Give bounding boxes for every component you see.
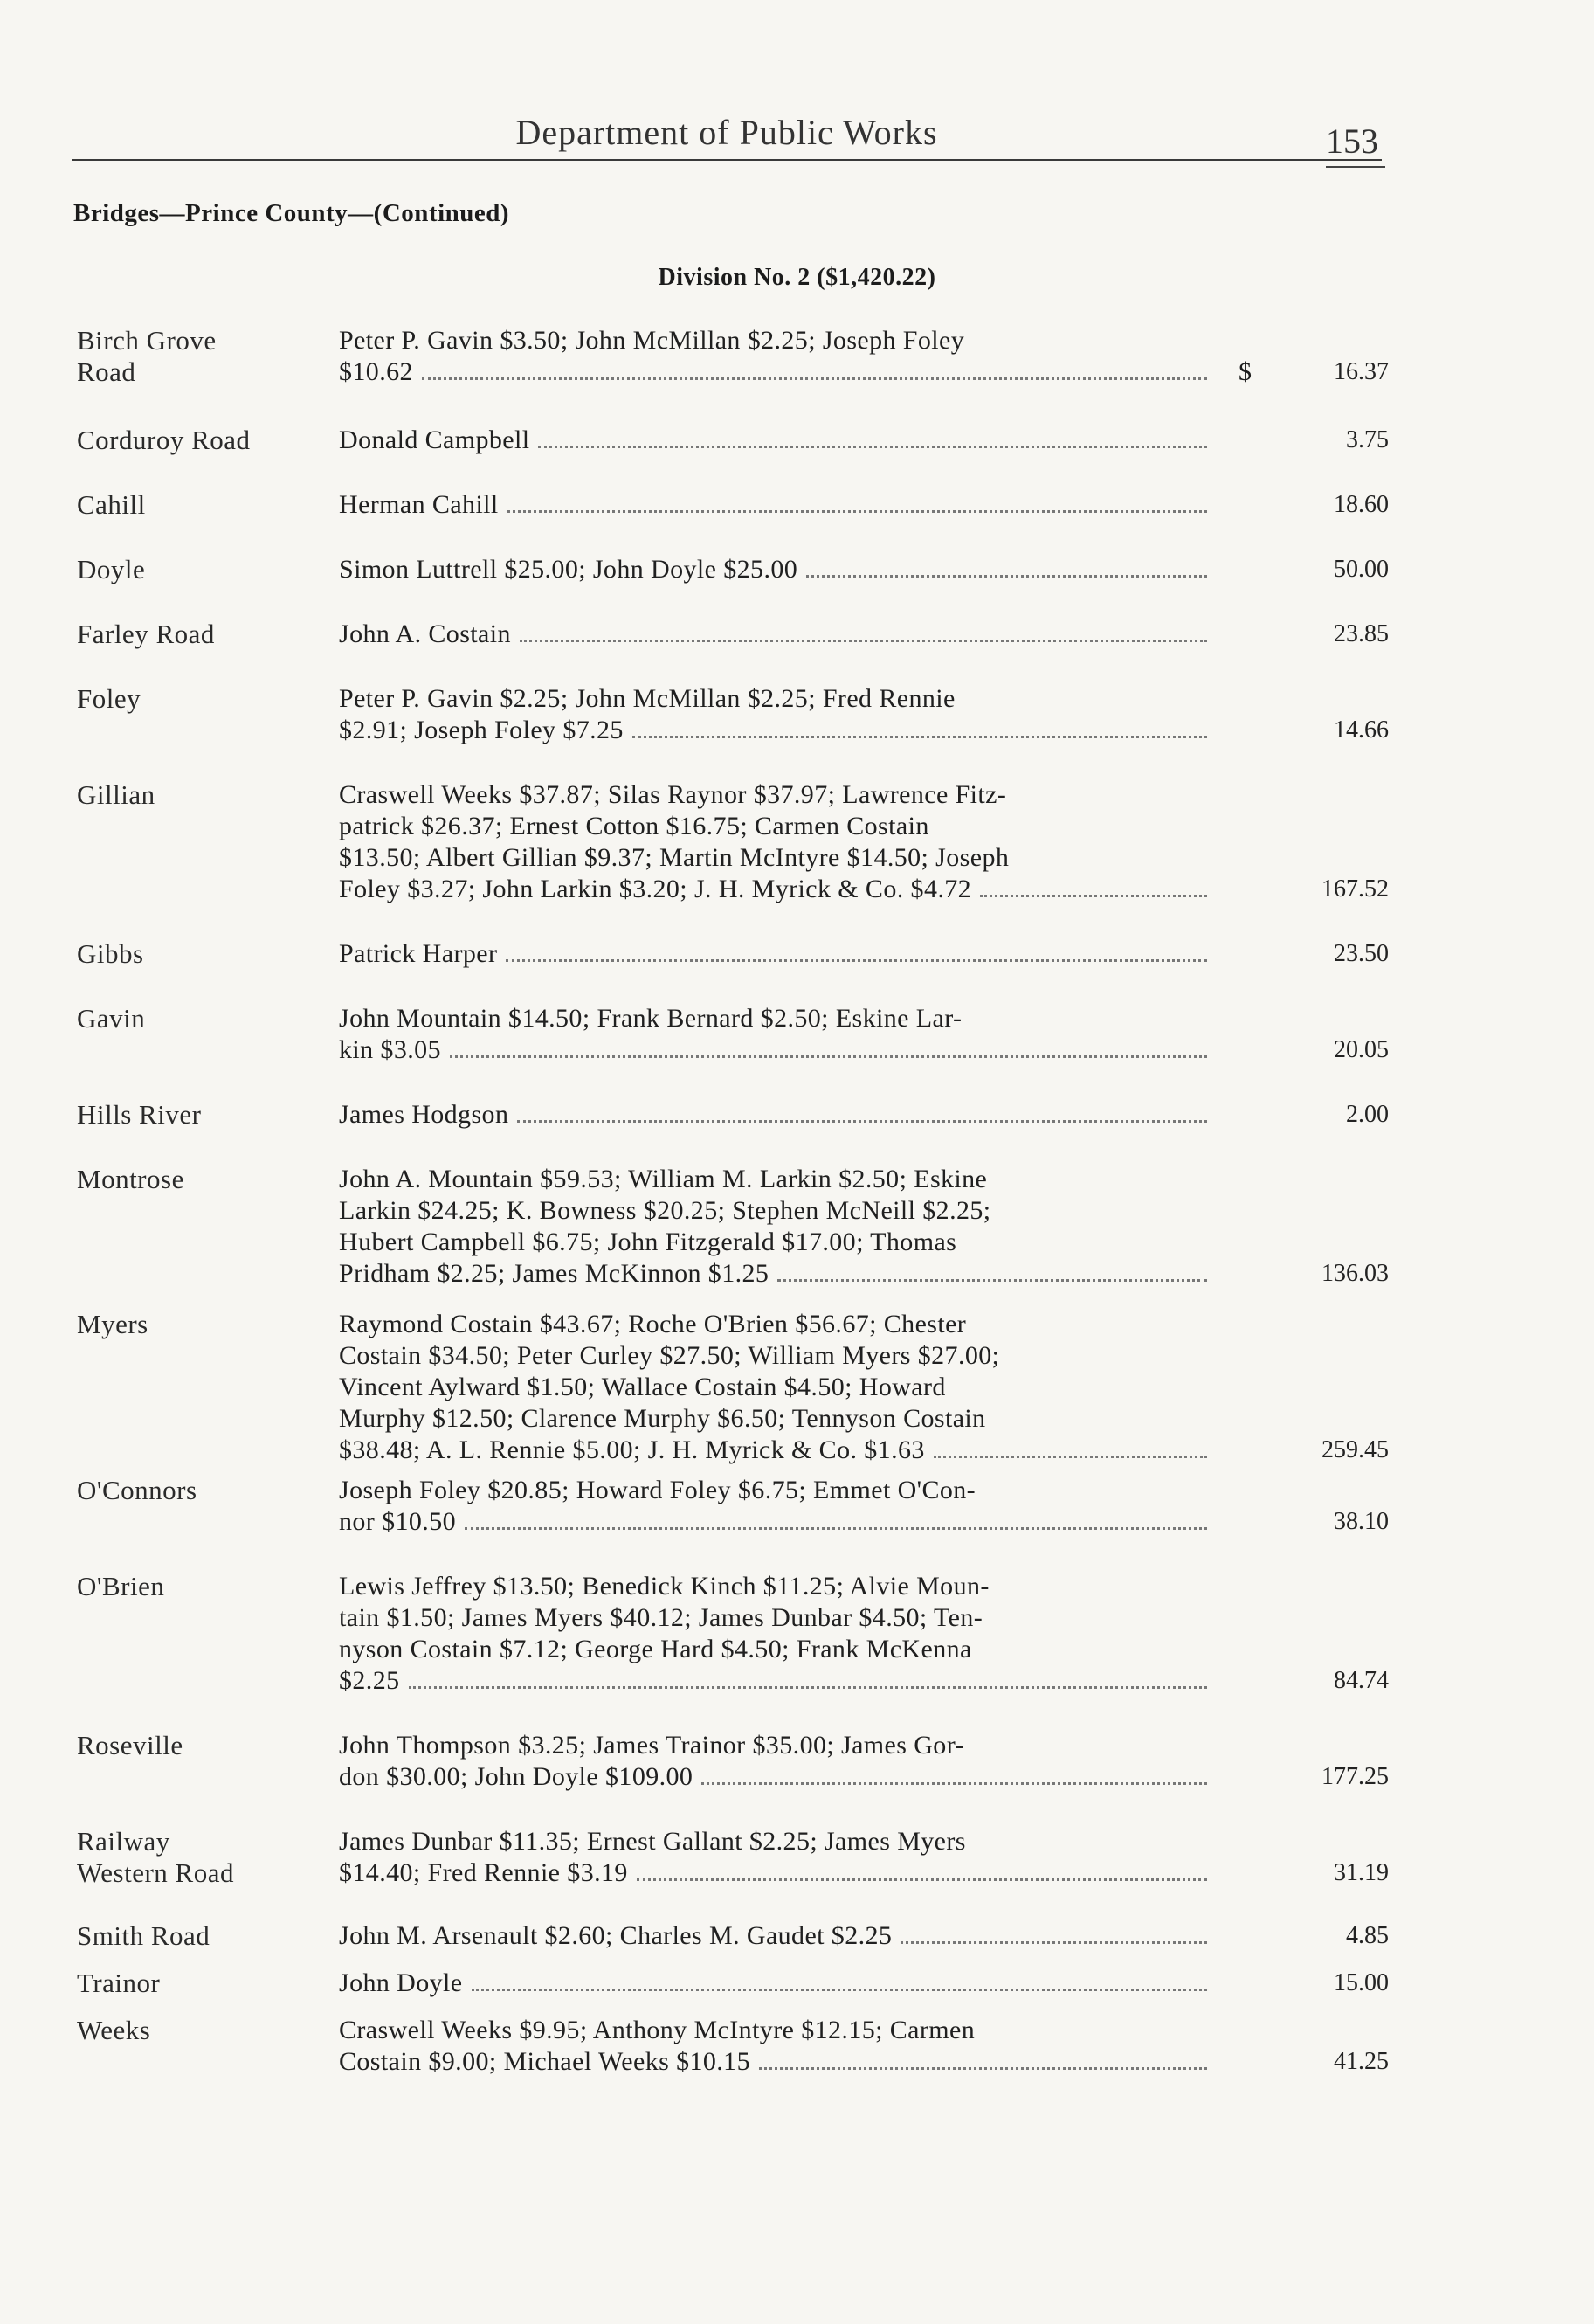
entry-description-line	[339, 1164, 1212, 1195]
entry-description-line	[339, 1195, 1212, 1227]
page-number: 153	[1326, 121, 1378, 161]
entry-description-line	[339, 1826, 1212, 1857]
entry-description-text: Vincent Aylward $1.50; Wallace Costain $4.50; Howard	[339, 1373, 946, 1401]
entry-amount: 23.85	[1334, 620, 1389, 647]
entry-description-text: $38.48; A. L. Rennie $5.00; J. H. Myrick & Co. $1.63	[339, 1435, 925, 1464]
entry-label-line: Corduroy Road	[77, 425, 251, 455]
entry-label-line: Myers	[77, 1309, 148, 1339]
entry-description-text: John M. Arsenault $2.60; Charles M. Gaudet $2.25	[339, 1921, 893, 1950]
entry-description-text: $10.62	[339, 357, 413, 386]
entry-description	[339, 1730, 1212, 1793]
entry-amount: 2.00	[1346, 1101, 1389, 1128]
entry-amount: 23.50	[1334, 940, 1389, 967]
dot-leader	[409, 1686, 1208, 1689]
running-head-rule	[72, 159, 1382, 161]
entry-amount: 3.75	[1346, 426, 1389, 453]
entry-label-line: Western Road	[77, 1857, 234, 1888]
entry-description-text: Costain $34.50; Peter Curley $27.50; William Myers $27.00;	[339, 1341, 1000, 1370]
entry-description-line	[339, 1435, 1212, 1466]
running-head-title: Department of Public Works	[515, 113, 938, 152]
entry-description-text: Donald Campbell	[339, 425, 530, 454]
entry-amount: 41.25	[1334, 2048, 1389, 2075]
entry-amount: 167.52	[1321, 875, 1389, 903]
entry-description-text: Simon Luttrell $25.00; John Doyle $25.00	[339, 555, 798, 584]
entry-label-line: Weeks	[77, 2015, 151, 2045]
entry-description-text: Peter P. Gavin $2.25; John McMillan $2.25; Fred Rennie	[339, 684, 956, 713]
entry-label-line: Farley Road	[77, 619, 215, 649]
entry-description-line	[339, 1968, 1212, 1999]
entry-description-text: don $30.00; John Doyle $109.00	[339, 1762, 693, 1791]
entry-label	[77, 779, 313, 811]
dot-leader	[422, 377, 1207, 380]
entry-description	[339, 325, 1212, 388]
entry-label	[77, 1003, 313, 1034]
entry-description-text: John Mountain $14.50; Frank Bernard $2.50; Eskine Lar-	[339, 1004, 963, 1033]
currency-symbol: $	[1239, 357, 1252, 386]
entry-description	[339, 1571, 1212, 1697]
entry-label-line: O'Brien	[77, 1571, 165, 1601]
entry-description-text: kin $3.05	[339, 1035, 441, 1064]
entry-amount: 14.66	[1334, 716, 1389, 744]
entry-description-text: tain $1.50; James Myers $40.12; James Dunbar $4.50; Ten-	[339, 1603, 983, 1632]
page-number-rule	[1326, 166, 1385, 168]
entry-description-text: nyson Costain $7.12; George Hard $4.50; Frank McKenna	[339, 1635, 972, 1663]
entry-description	[339, 619, 1212, 650]
dot-leader	[806, 575, 1207, 578]
entry-description-line	[339, 715, 1212, 746]
entry-description	[339, 1164, 1212, 1290]
entry-description-line	[339, 1857, 1212, 1889]
entry-label	[77, 325, 313, 388]
entry-description-line	[339, 2015, 1212, 2046]
entry-description	[339, 554, 1212, 585]
entry-description-line	[339, 683, 1212, 715]
entry-label	[77, 1826, 313, 1889]
entry-description-line	[339, 1258, 1212, 1290]
entry-description-line	[339, 811, 1212, 842]
entry-description	[339, 489, 1212, 521]
entry-description	[339, 1099, 1212, 1131]
entry-description-line	[339, 1372, 1212, 1403]
entry-description-text: Larkin $24.25; K. Bowness $20.25; Stephen McNeill $2.25;	[339, 1196, 991, 1225]
entry-description-line	[339, 1602, 1212, 1634]
entry-amount: 50.00	[1334, 556, 1389, 583]
dot-leader	[450, 1055, 1207, 1058]
division-heading: Division No. 2 ($1,420.22)	[658, 264, 936, 291]
running-head	[72, 112, 1382, 166]
entry-description-line	[339, 489, 1212, 521]
dot-leader	[538, 446, 1207, 448]
entry-amount: 38.10	[1334, 1508, 1389, 1535]
entry-description-text: James Hodgson	[339, 1100, 509, 1129]
entry-description-text: $2.91; Joseph Foley $7.25	[339, 716, 624, 744]
entry-description-line	[339, 1761, 1212, 1793]
entry-amount: 18.60	[1334, 491, 1389, 518]
entry-description-text: patrick $26.37; Ernest Cotton $16.75; Carmen Costain	[339, 812, 929, 840]
entry-label	[77, 1571, 313, 1602]
entry-label	[77, 425, 313, 456]
entry-description-text: Raymond Costain $43.67; Roche O'Brien $56.67; Chester	[339, 1310, 967, 1338]
dot-leader	[777, 1279, 1207, 1282]
entry-label	[77, 554, 313, 585]
entry-description-line	[339, 1309, 1212, 1340]
entry-label	[77, 1968, 313, 1999]
entry-description	[339, 1920, 1212, 1952]
entry-description-text: Peter P. Gavin $3.50; John McMillan $2.25; Joseph Foley	[339, 326, 965, 355]
dot-leader	[934, 1456, 1207, 1458]
entry-description-line	[339, 1403, 1212, 1435]
dot-leader	[465, 1527, 1207, 1530]
entry-label	[77, 489, 313, 521]
entry-description	[339, 1968, 1212, 1999]
entry-description-line	[339, 554, 1212, 585]
entry-amount: 4.85	[1346, 1922, 1389, 1949]
dot-leader	[506, 959, 1207, 962]
entry-description-text: $14.40; Fred Rennie $3.19	[339, 1858, 628, 1887]
entry-description-line	[339, 1920, 1212, 1952]
entry-description	[339, 779, 1212, 905]
entry-description-line	[339, 1003, 1212, 1034]
entry-label-line: Birch Grove	[77, 325, 217, 356]
entry-description-line	[339, 356, 1212, 388]
entry-description-line	[339, 1634, 1212, 1665]
entry-label-line: Railway	[77, 1826, 170, 1857]
entry-description-text: Costain $9.00; Michael Weeks $10.15	[339, 2047, 750, 2076]
entry-label	[77, 1164, 313, 1195]
entry-description-text: Herman Cahill	[339, 490, 499, 519]
entry-description-line	[339, 1340, 1212, 1372]
entry-description	[339, 1309, 1212, 1466]
entry-label	[77, 2015, 313, 2046]
entry-label-line: Gavin	[77, 1003, 146, 1034]
entry-label	[77, 619, 313, 650]
entry-description-text: Joseph Foley $20.85; Howard Foley $6.75; Emmet O'Con-	[339, 1476, 976, 1504]
entry-description-text: John Doyle	[339, 1968, 463, 1997]
dot-leader	[637, 1878, 1207, 1881]
entry-description-text: John Thompson $3.25; James Trainor $35.00; James Gor-	[339, 1731, 964, 1760]
entry-label	[77, 1920, 313, 1952]
entry-description-line	[339, 425, 1212, 456]
dot-leader	[701, 1782, 1207, 1785]
entry-description-text: Foley $3.27; John Larkin $3.20; J. H. Myrick & Co. $4.72	[339, 875, 972, 903]
dot-leader	[520, 640, 1207, 642]
entry-description-text: John A. Mountain $59.53; William M. Larkin $2.50; Eskine	[339, 1165, 988, 1193]
entry-amount: 15.00	[1334, 1969, 1389, 1996]
entry-description-text: James Dunbar $11.35; Ernest Gallant $2.25; James Myers	[339, 1827, 966, 1856]
entry-description-text: Hubert Campbell $6.75; John Fitzgerald $17.00; Thomas	[339, 1228, 957, 1256]
entry-label	[77, 938, 313, 970]
entry-description-line	[339, 1099, 1212, 1131]
entry-label-line: Cahill	[77, 489, 146, 520]
entry-description-text: Craswell Weeks $9.95; Anthony McIntyre $12.15; Carmen	[339, 2016, 976, 2044]
entry-amount: 136.03	[1321, 1260, 1389, 1287]
entry-description-text: John A. Costain	[339, 619, 511, 648]
entry-description-line	[339, 1665, 1212, 1697]
entry-description-text: Lewis Jeffrey $13.50; Benedick Kinch $11.25; Alvie Moun-	[339, 1572, 990, 1601]
entry-description-line	[339, 1571, 1212, 1602]
entry-description	[339, 683, 1212, 746]
entry-description	[339, 2015, 1212, 2078]
entry-label-line: Foley	[77, 683, 141, 714]
dot-leader	[901, 1941, 1207, 1944]
entry-amount: 177.25	[1321, 1763, 1389, 1790]
entry-label-line: Smith Road	[77, 1920, 210, 1951]
entry-description-line	[339, 874, 1212, 905]
entry-description	[339, 938, 1212, 970]
dot-leader	[980, 895, 1207, 897]
entry-label	[77, 1309, 313, 1340]
entry-description-text: Murphy $12.50; Clarence Murphy $6.50; Tennyson Costain	[339, 1404, 986, 1433]
entry-label	[77, 1730, 313, 1761]
entry-amount: 16.37	[1334, 358, 1389, 385]
entry-amount: 84.74	[1334, 1667, 1389, 1694]
entry-label-line: Doyle	[77, 554, 146, 584]
entry-description-line	[339, 325, 1212, 356]
entry-description	[339, 1475, 1212, 1538]
entry-label-line: Road	[77, 356, 136, 387]
entry-amount: 20.05	[1334, 1036, 1389, 1063]
entry-description-line	[339, 619, 1212, 650]
dot-leader	[472, 1989, 1208, 1991]
entry-amount: 259.45	[1321, 1436, 1389, 1463]
entry-label	[77, 1475, 313, 1506]
entry-description	[339, 425, 1212, 456]
entry-description-line	[339, 1034, 1212, 1066]
entry-label-line: Montrose	[77, 1164, 184, 1194]
entry-description-line	[339, 842, 1212, 874]
entry-label-line: Trainor	[77, 1968, 161, 1998]
entry-description-text: Pridham $2.25; James McKinnon $1.25	[339, 1259, 769, 1288]
entry-description-text: Patrick Harper	[339, 939, 498, 968]
section-heading: Bridges—Prince County—(Continued)	[73, 199, 510, 227]
entry-label-line: Hills River	[77, 1099, 202, 1130]
entry-label-line: Gillian	[77, 779, 155, 810]
entry-description-text: nor $10.50	[339, 1507, 456, 1536]
entry-description-line	[339, 2046, 1212, 2078]
dot-leader	[507, 510, 1207, 513]
entry-description	[339, 1826, 1212, 1889]
dot-leader	[632, 736, 1207, 738]
entry-description-line	[339, 938, 1212, 970]
entry-description-line	[339, 1730, 1212, 1761]
entry-description-text: Craswell Weeks $37.87; Silas Raynor $37.97; Lawrence Fitz-	[339, 780, 1007, 809]
entry-label	[77, 1099, 313, 1131]
entry-label-line: Gibbs	[77, 938, 144, 969]
entry-description-text: $2.25	[339, 1666, 400, 1695]
entry-description	[339, 1003, 1212, 1066]
entry-label	[77, 683, 313, 715]
entry-description-line	[339, 1506, 1212, 1538]
entry-label-line: O'Connors	[77, 1475, 197, 1505]
entry-description-text: $13.50; Albert Gillian $9.37; Martin McIntyre $14.50; Joseph	[339, 843, 1010, 872]
entry-description-line	[339, 1227, 1212, 1258]
entry-amount: 31.19	[1334, 1859, 1389, 1886]
dot-leader	[517, 1120, 1207, 1123]
entry-description-line	[339, 1475, 1212, 1506]
entry-label-line: Roseville	[77, 1730, 183, 1760]
dot-leader	[759, 2067, 1207, 2070]
entry-description-line	[339, 779, 1212, 811]
